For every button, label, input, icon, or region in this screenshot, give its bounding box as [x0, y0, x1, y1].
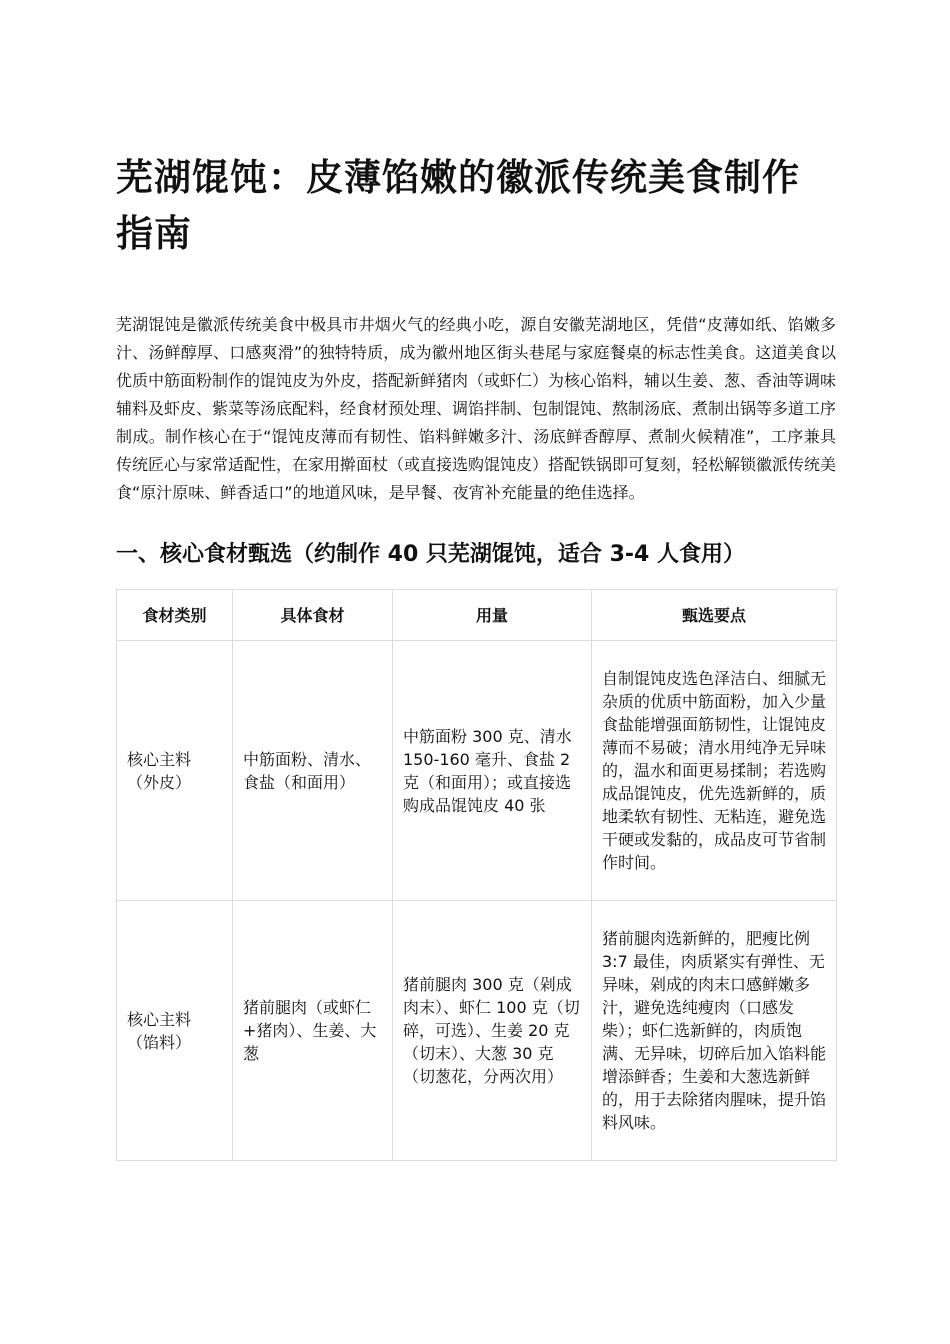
cell-ingredients: 中筋面粉、清水、食盐（和面用）	[233, 641, 393, 901]
document-page	[116, 150, 836, 1161]
cell-tips: 猪前腿肉选新鲜的，肥瘦比例 3:7 最佳，肉质紧实有弹性、无异味，剁成的肉末口感鲜嫩多汁，避免选纯瘦肉（口感发柴）；虾仁选新鲜的，肉质饱满、无异味，切碎后加入馅料能增添鲜香；生姜和大葱选新鲜的，用于去除猪肉腥味，提升馅料风味。	[592, 901, 837, 1161]
section-heading: 一、核心食材甄选（约制作 40 只芜湖馄饨，适合 3-4 人食用）	[116, 542, 745, 567]
header-ingredients: 具体食材	[233, 590, 393, 641]
header-tips: 甄选要点	[592, 590, 837, 641]
table-header-row	[117, 590, 837, 641]
header-amount: 用量	[393, 590, 592, 641]
cell-amount: 猪前腿肉 300 克（剁成肉末）、虾仁 100 克（切碎，可选）、生姜 20 克（切末）、大葱 30 克（切葱花，分两次用）	[393, 901, 592, 1161]
table-row	[117, 641, 837, 901]
page-title: 芜湖馄饨：皮薄馅嫩的徽派传统美食制作指南	[116, 156, 800, 255]
cell-tips: 自制馄饨皮选色泽洁白、细腻无杂质的优质中筋面粉，加入少量食盐能增强面筋韧性，让馄饨皮薄而不易破；清水用纯净无异味的，温水和面更易揉制；若选购成品馄饨皮，优先选新鲜的，质地柔软有韧性、无粘连，避免选干硬或发黏的，成品皮可节省制作时间。	[592, 641, 837, 901]
ingredients-table	[116, 589, 837, 1161]
cell-ingredients: 猪前腿肉（或虾仁+猪肉）、生姜、大葱	[233, 901, 393, 1161]
cell-category: 核心主料（馅料）	[117, 901, 233, 1161]
table-row	[117, 901, 837, 1161]
header-category: 食材类别	[117, 590, 233, 641]
cell-category: 核心主料（外皮）	[117, 641, 233, 901]
cell-amount: 中筋面粉 300 克、清水 150-160 毫升、食盐 2 克（和面用）；或直接选购成品馄饨皮 40 张	[393, 641, 592, 901]
intro-paragraph: 芜湖馄饨是徽派传统美食中极具市井烟火气的经典小吃，源自安徽芜湖地区，凭借“皮薄如纸、馅嫩多汁、汤鲜醇厚、口感爽滑”的独特特质，成为徽州地区街头巷尾与家庭餐桌的标志性美食。这道美食以优质中筋面粉制作的馄饨皮为外皮，搭配新鲜猪肉（或虾仁）为核心馅料，辅以生姜、葱、香油等调味辅料及虾皮、紫菜等汤底配料，经食材预处理、调馅拌制、包制馄饨、熬制汤底、煮制出锅等多道工序制成。制作核心在于“馄饨皮薄而有韧性、馅料鲜嫩多汁、汤底鲜香醇厚、煮制火候精准”，工序兼具传统匠心与家常适配性，在家用擀面杖（或直接选购馄饨皮）搭配铁锅即可复刻，轻松解锁徽派传统美食“原汁原味、鲜香适口”的地道风味，是早餐、夜宵补充能量的绝佳选择。	[116, 315, 837, 502]
